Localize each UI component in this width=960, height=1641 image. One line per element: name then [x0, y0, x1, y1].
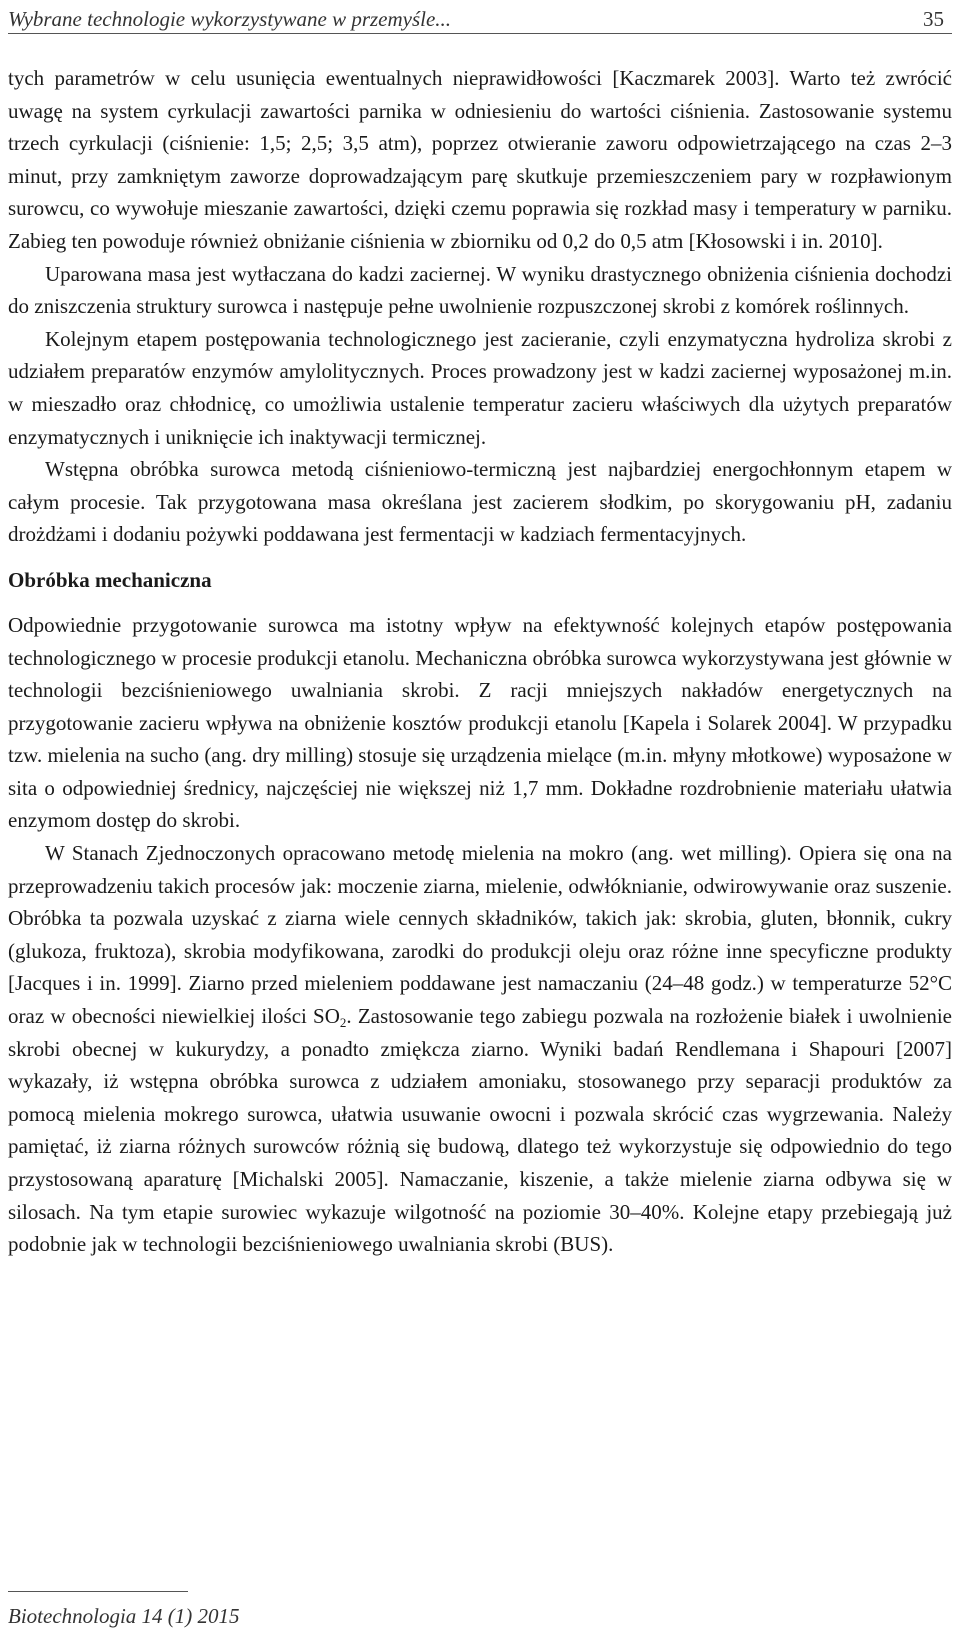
paragraph-6-part-a: W Stanach Zjednoczonych opracowano metodę mielenia na mokro (ang. wet milling). Opiera się ona na przeprowadzeniu takich procesów jak: moczenie ziarna, mielenie, odwłóknianie, odwirowywanie oraz suszenie. Obróbka ta pozwala uzyskać z ziarna wiele cennych składników, takich jak: skrobia, gluten, błonnik, cukry (glukoza, fruktoza), skrobia modyfikowana, zarodki do produkcji oleju oraz różne inne specyficzne produkty [Jacques i in. 1999]. Ziarno przed mieleniem poddawane jest namaczaniu (24–48 godz.) w temperaturze 52°C oraz w obecności niewielkiej ilości SO — [8, 841, 952, 1029]
paragraph-6-part-b: . Zastosowanie tego zabiegu pozwala na rozłożenie białek i uwolnienie skrobi obecnej w kukurydzy, a ponadto zmiękcza ziarno. Wyniki badań Rendlemana i Shapouri [2007] wykazały, iż wstępna obróbka surowca z udziałem amoniaku, stosowanego przy separacji produktów za pomocą mielenia mokrego surowca, ułatwia usuwanie owocni i pozwala skrócić czas wygrzewania. Należy pamiętać, iż ziarna różnych surowców różnią się budową, dlatego też wykorzystuje się odpowiednio do tego przystosowaną aparaturę [Michalski 2005]. Namaczanie, kiszenie, a także mielenie ziarna odbywa się w silosach. Na tym etapie surowiec wykazuje wilgotność na poziomie 30–40%. Kolejne etapy przebiegają już podobnie jak w technologii bezciśnieniowego uwalniania skrobi (BUS). — [8, 1004, 952, 1257]
paragraph-2: Uparowana masa jest wytłaczana do kadzi zaciernej. W wyniku drastycznego obniżenia ciśnienia dochodzi do zniszczenia struktury surowca i następuje pełne uwolnienie rozpuszczonej skrobi z komórek roślinnych. — [8, 261, 952, 319]
running-title: Wybrane technologie wykorzystywane w przemyśle... — [8, 7, 452, 31]
header-divider — [8, 33, 952, 34]
journal-footer: Biotechnologia 14 (1) 2015 — [8, 1604, 240, 1628]
paragraph-4: Wstępna obróbka surowca metodą ciśnieniowo-termiczną jest najbardziej energochłonnym etapem w całym procesie. Tak przygotowana masa określana jest zacierem słodkim, po skorygowaniu pH, zadaniu drożdżami i dodaniu pożywki poddawana jest fermentacji w kadziach fermentacyjnych. — [8, 457, 952, 547]
page-number: 35 — [923, 7, 944, 31]
paragraph-1: tych parametrów w celu usunięcia ewentualnych nieprawidłowości [Kaczmarek 2003]. Warto też zwrócić uwagę na system cyrkulacji zawartości parnika w odniesieniu do wartości ciśnienia. Zastosowanie systemu trzech cyrkulacji (ciśnienie: 1,5; 2,5; 3,5 atm), poprzez otwieranie zaworu odpowietrzającego na czas 2–3 minut, przy zamkniętym zaworze doprowadzającym parę skutkuje przemieszczeniem pary w rozpławionym surowcu, co wywołuje mieszanie zawartości, dzięki czemu poprawia się rozkład masy i temperatury w parniku. Zabieg ten powoduje również obniżanie ciśnienia w zbiorniku od 0,2 do 0,5 atm [Kłosowski i in. 2010]. — [8, 66, 952, 253]
paragraph-5: Odpowiednie przygotowanie surowca ma istotny wpływ na efektywność kolejnych etapów postępowania technologicznego w procesie produkcji etanolu. Mechaniczna obróbka surowca wykorzystywana jest głównie w technologii bezciśnieniowego uwalniania skrobi. Z racji mniejszych nakładów energetycznych na przygotowanie zacieru wpływa na obniżenie kosztów produkcji etanolu [Kapela i Solarek 2004]. W przypadku tzw. mielenia na sucho (ang. dry milling) stosuje się urządzenia mielące (m.in. młyny młotkowe) wyposażone w sita o odpowiedniej średnicy, najczęściej nie większej niż 1,7 mm. Dokładne rozdrobnienie materiału ułatwia enzymom dostęp do skrobi. — [8, 612, 952, 833]
paragraph-3: Kolejnym etapem postępowania technologicznego jest zacieranie, czyli enzymatyczna hydroliza skrobi z udziałem preparatów enzymów amylolitycznych. Proces prowadzony jest w kadzi zaciernej wyposażonej m.in. w mieszadło oraz chłodnicę, co umożliwia ustalenie temperatur zacieru właściwych dla użytych preparatów enzymatycznych i uniknięcie ich inaktywacji termicznej. — [8, 326, 952, 449]
article-body — [8, 62, 952, 1261]
so2-subscript: 2 — [339, 1015, 347, 1031]
paragraph-6 — [8, 837, 952, 1261]
running-header — [8, 6, 952, 32]
section-heading: Obróbka mechaniczna — [8, 567, 212, 592]
footer-divider — [8, 1591, 188, 1592]
